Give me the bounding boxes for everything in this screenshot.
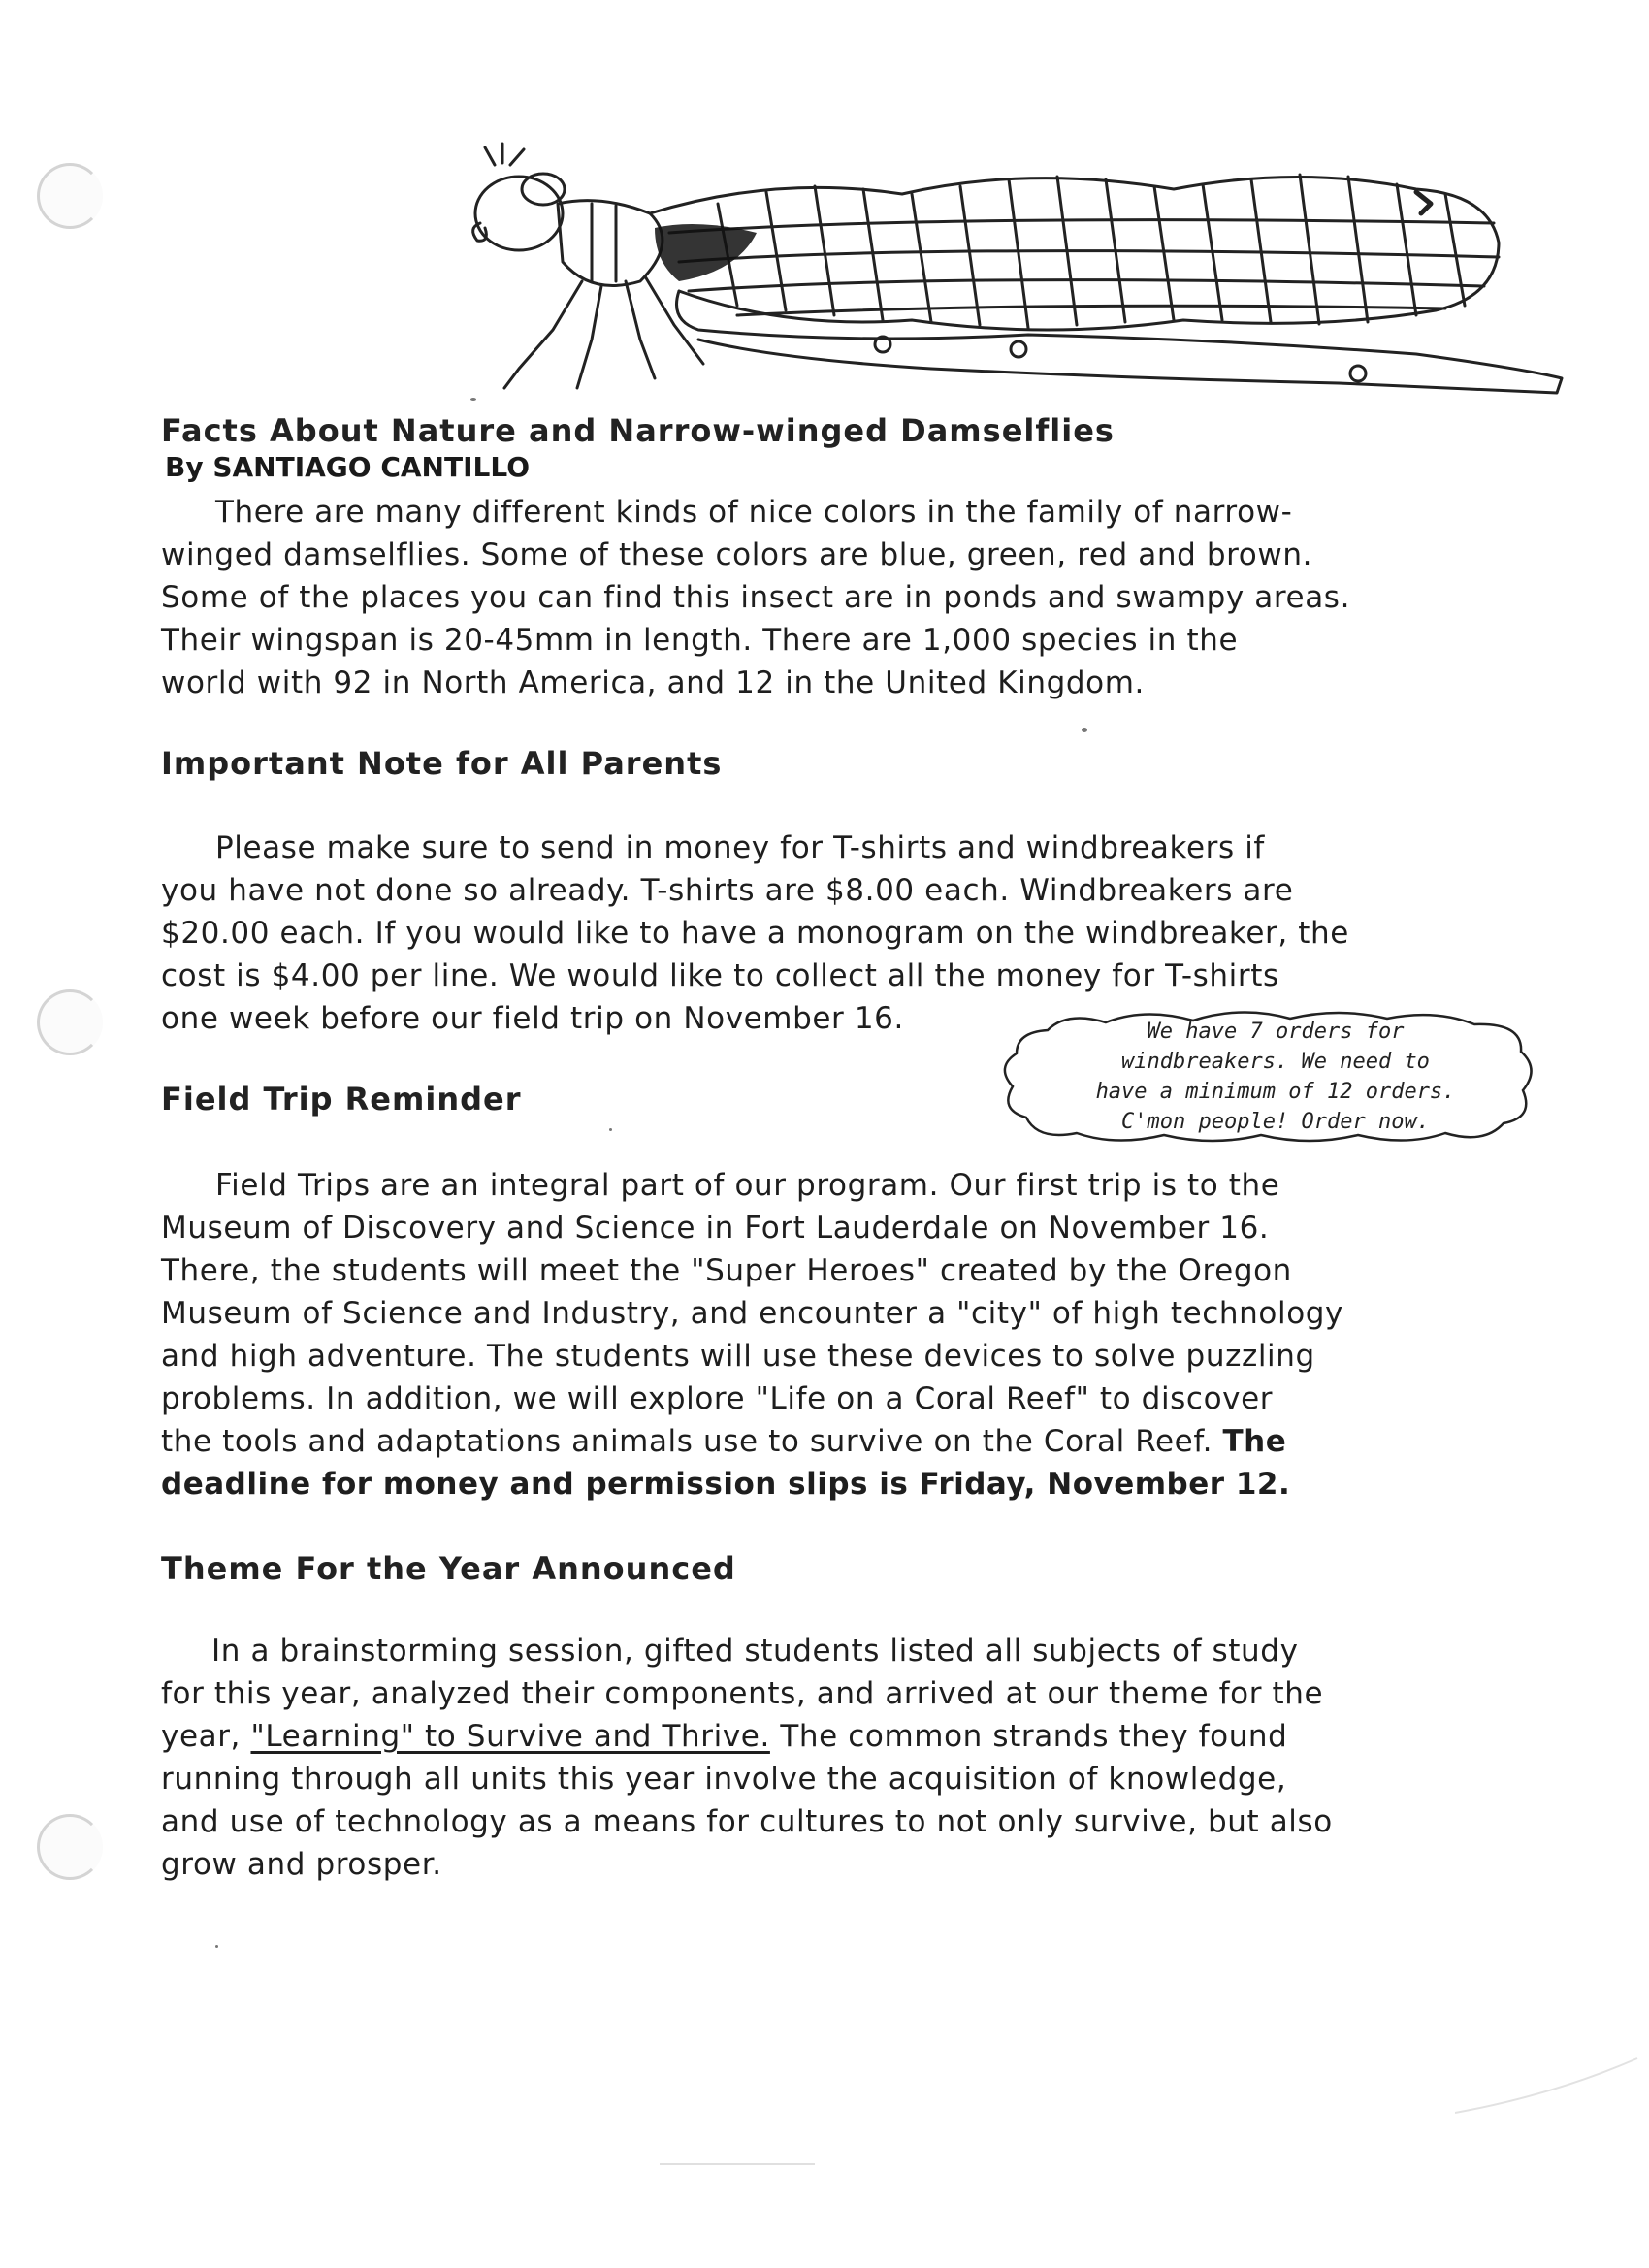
body-text: the tools and adaptations animals use to survive on the Coral Reef. bbox=[161, 1424, 1213, 1459]
body-line: There, the students will meet the "Super Heroes" created by the Oregon bbox=[161, 1253, 1292, 1288]
article-title-theme: Theme For the Year Announced bbox=[161, 1550, 736, 1587]
body-line: one week before our field trip on November 16. bbox=[161, 1001, 904, 1036]
scan-speck bbox=[609, 1128, 612, 1131]
binder-hole-middle bbox=[37, 989, 103, 1055]
theme-title: "Learning" to Survive and Thrive. bbox=[250, 1719, 770, 1754]
body-line: Please make sure to send in money for T-shirts and windbreakers if bbox=[215, 830, 1265, 865]
article-title-field-trip: Field Trip Reminder bbox=[161, 1081, 522, 1118]
body-line: cost is $4.00 per line. We would like to collect all the money for T-shirts bbox=[161, 958, 1279, 993]
article-title-parents-note: Important Note for All Parents bbox=[161, 745, 723, 782]
article-body-parents-note bbox=[161, 826, 1422, 1040]
body-line: for this year, analyzed their components, and arrived at our theme for the bbox=[161, 1676, 1324, 1711]
body-line: and high adventure. The students will use these devices to solve puzzling bbox=[161, 1339, 1315, 1374]
body-line: grow and prosper. bbox=[161, 1847, 442, 1882]
scan-edge-curve bbox=[1455, 2057, 1639, 2115]
body-line: and use of technology as a means for cultures to not only survive, but also bbox=[161, 1804, 1333, 1839]
body-line: winged damselflies. Some of these colors are blue, green, red and brown. bbox=[161, 537, 1313, 572]
note-line: have a minimum of 12 orders. bbox=[1095, 1080, 1456, 1104]
body-line: world with 92 in North America, and 12 in the United Kingdom. bbox=[161, 665, 1145, 700]
note-line: windbreakers. We need to bbox=[1121, 1050, 1430, 1074]
body-line: you have not done so already. T-shirts are $8.00 each. Windbreakers are bbox=[161, 873, 1294, 908]
scan-mark bbox=[660, 2163, 815, 2165]
body-line: Their wingspan is 20-45mm in length. There are 1,000 species in the bbox=[161, 623, 1239, 658]
body-line: Field Trips are an integral part of our program. Our first trip is to the bbox=[215, 1168, 1280, 1203]
article-title-damselflies: Facts About Nature and Narrow-winged Damselflies bbox=[161, 412, 1115, 449]
body-line: In a brainstorming session, gifted students listed all subjects of study bbox=[211, 1634, 1299, 1669]
article-body-field-trip bbox=[161, 1164, 1422, 1506]
scan-speck bbox=[215, 1945, 218, 1948]
body-line: $20.00 each. If you would like to have a monogram on the windbreaker, the bbox=[161, 916, 1349, 951]
binder-hole-bottom bbox=[37, 1814, 103, 1880]
body-line: There are many different kinds of nice colors in the family of narrow- bbox=[215, 495, 1293, 530]
body-line: Museum of Discovery and Science in Fort Lauderdale on November 16. bbox=[161, 1211, 1270, 1246]
deadline-text-start: The bbox=[1222, 1424, 1287, 1459]
body-line bbox=[161, 1715, 1422, 1758]
note-line: We have 7 orders for bbox=[1147, 1020, 1405, 1044]
binder-hole-top bbox=[37, 163, 103, 229]
body-line: Museum of Science and Industry, and encounter a "city" of high technology bbox=[161, 1296, 1343, 1331]
body-line: Some of the places you can find this insect are in ponds and swampy areas. bbox=[161, 580, 1351, 615]
article-byline: By SANTIAGO CANTILLO bbox=[165, 451, 530, 483]
deadline-text: deadline for money and permission slips is Friday, November 12. bbox=[161, 1467, 1291, 1502]
handwritten-note-text bbox=[1043, 1017, 1508, 1137]
article-body-theme bbox=[161, 1630, 1422, 1886]
damselfly-drawing bbox=[446, 136, 1571, 407]
article-body-damselflies bbox=[161, 491, 1422, 704]
body-text: The common strands they found bbox=[780, 1719, 1288, 1754]
body-line: running through all units this year involve the acquisition of knowledge, bbox=[161, 1762, 1287, 1797]
scan-speck bbox=[1082, 728, 1087, 732]
body-line bbox=[161, 1420, 1422, 1463]
body-text: year, bbox=[161, 1719, 242, 1754]
body-line: problems. In addition, we will explore "Life on a Coral Reef" to discover bbox=[161, 1381, 1274, 1416]
note-line: C'mon people! Order now. bbox=[1121, 1110, 1430, 1134]
